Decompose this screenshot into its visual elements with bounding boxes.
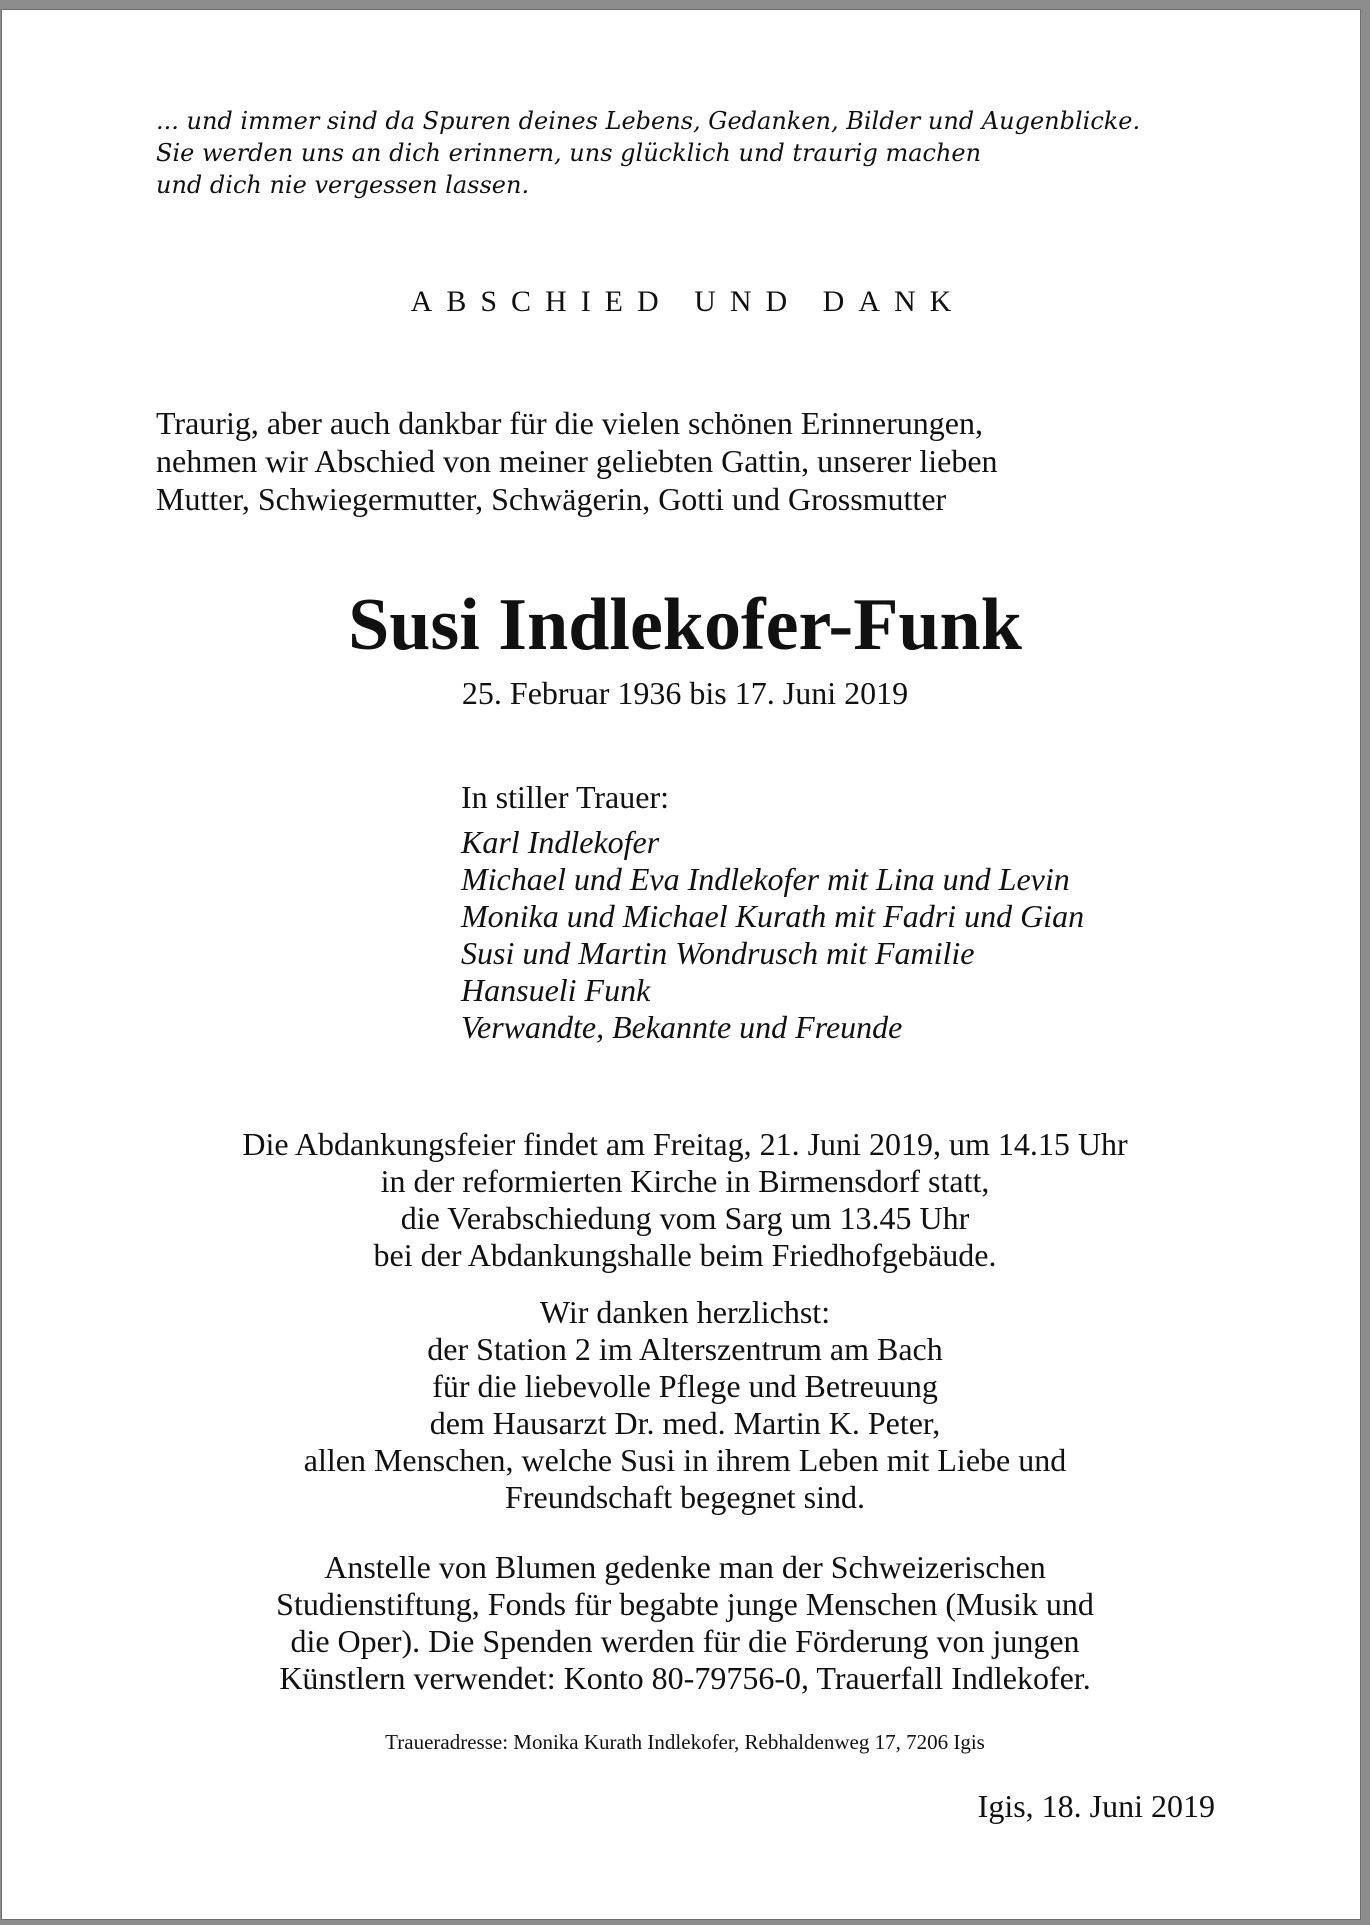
thanks-line: dem Hausarzt Dr. med. Martin K. Peter, xyxy=(429,1405,941,1441)
mourners-list xyxy=(461,824,1261,1046)
deceased-name: Susi Indlekofer-Funk xyxy=(348,584,1022,666)
mourner-name: Karl Indlekofer xyxy=(461,824,660,860)
ceremony-line: Die Abdankungsfeier findet am Freitag, 21. Juni 2019, um 14.15 Uhr xyxy=(242,1126,1128,1162)
thanks-line: allen Menschen, welche Susi in ihrem Leben mit Liebe und xyxy=(303,1442,1067,1478)
donation-line: die Oper). Die Spenden werden für die Förderung von jungen xyxy=(290,1623,1080,1659)
mourner-name: Verwandte, Bekannte und Freunde xyxy=(461,1009,903,1045)
donation-line: Künstlern verwendet: Konto 80-79756-0, Trauerfall Indlekofer. xyxy=(279,1660,1091,1696)
place-date: Igis, 18. Juni 2019 xyxy=(977,1788,1215,1824)
thanks-line: für die liebevolle Pflege und Betreuung xyxy=(432,1368,938,1404)
donation-section xyxy=(0,1549,1370,1697)
ceremony-line: in der reformierten Kirche in Birmensdorf statt, xyxy=(380,1163,990,1199)
ceremony-line: bei der Abdankungshalle beim Friedhofgebäude. xyxy=(373,1237,997,1273)
motto-line: ... und immer sind da Spuren deines Lebens, Gedanken, Bilder und Augenblicke. xyxy=(156,107,1141,135)
mourning-title: In stiller Trauer: xyxy=(461,779,669,815)
mourner-name: Michael und Eva Indlekofer mit Lina und Levin xyxy=(461,861,1070,897)
motto-line: und dich nie vergessen lassen. xyxy=(156,171,530,199)
motto-quote xyxy=(156,105,1256,201)
mourner-name: Monika und Michael Kurath mit Fadri und Gian xyxy=(461,898,1085,934)
thanks-line: Freundschaft begegnet sind. xyxy=(505,1479,865,1515)
donation-line: Studienstiftung, Fonds für begabte junge Menschen (Musik und xyxy=(276,1586,1094,1622)
life-dates: 25. Februar 1936 bis 17. Juni 2019 xyxy=(461,675,909,711)
mourner-name: Susi und Martin Wondrusch mit Familie xyxy=(461,935,975,971)
mourning-section xyxy=(461,778,1261,1046)
mourner-name: Hansueli Funk xyxy=(461,972,651,1008)
ceremony-info xyxy=(0,1126,1370,1274)
thanks-section xyxy=(0,1294,1370,1516)
intro-line: Traurig, aber auch dankbar für die vielen schönen Erinnerungen, xyxy=(156,405,983,441)
intro-line: nehmen wir Abschied von meiner geliebten Gattin, unserer lieben xyxy=(156,443,998,479)
thanks-line: Wir danken herzlichst: xyxy=(539,1294,831,1330)
mourning-address: Traueradresse: Monika Kurath Indlekofer, Rebhaldenweg 17, 7206 Igis xyxy=(385,1730,985,1754)
obituary-heading: ABSCHIED UND DANK xyxy=(410,285,966,318)
intro-line: Mutter, Schwiegermutter, Schwägerin, Gotti und Grossmutter xyxy=(156,481,947,517)
thanks-line: der Station 2 im Alterszentrum am Bach xyxy=(427,1331,943,1367)
ceremony-line: die Verabschiedung vom Sarg um 13.45 Uhr xyxy=(400,1200,970,1236)
intro-paragraph xyxy=(156,404,1236,518)
motto-line: Sie werden uns an dich erinnern, uns glücklich und traurig machen xyxy=(156,139,982,167)
donation-line: Anstelle von Blumen gedenke man der Schweizerischen xyxy=(324,1549,1046,1585)
